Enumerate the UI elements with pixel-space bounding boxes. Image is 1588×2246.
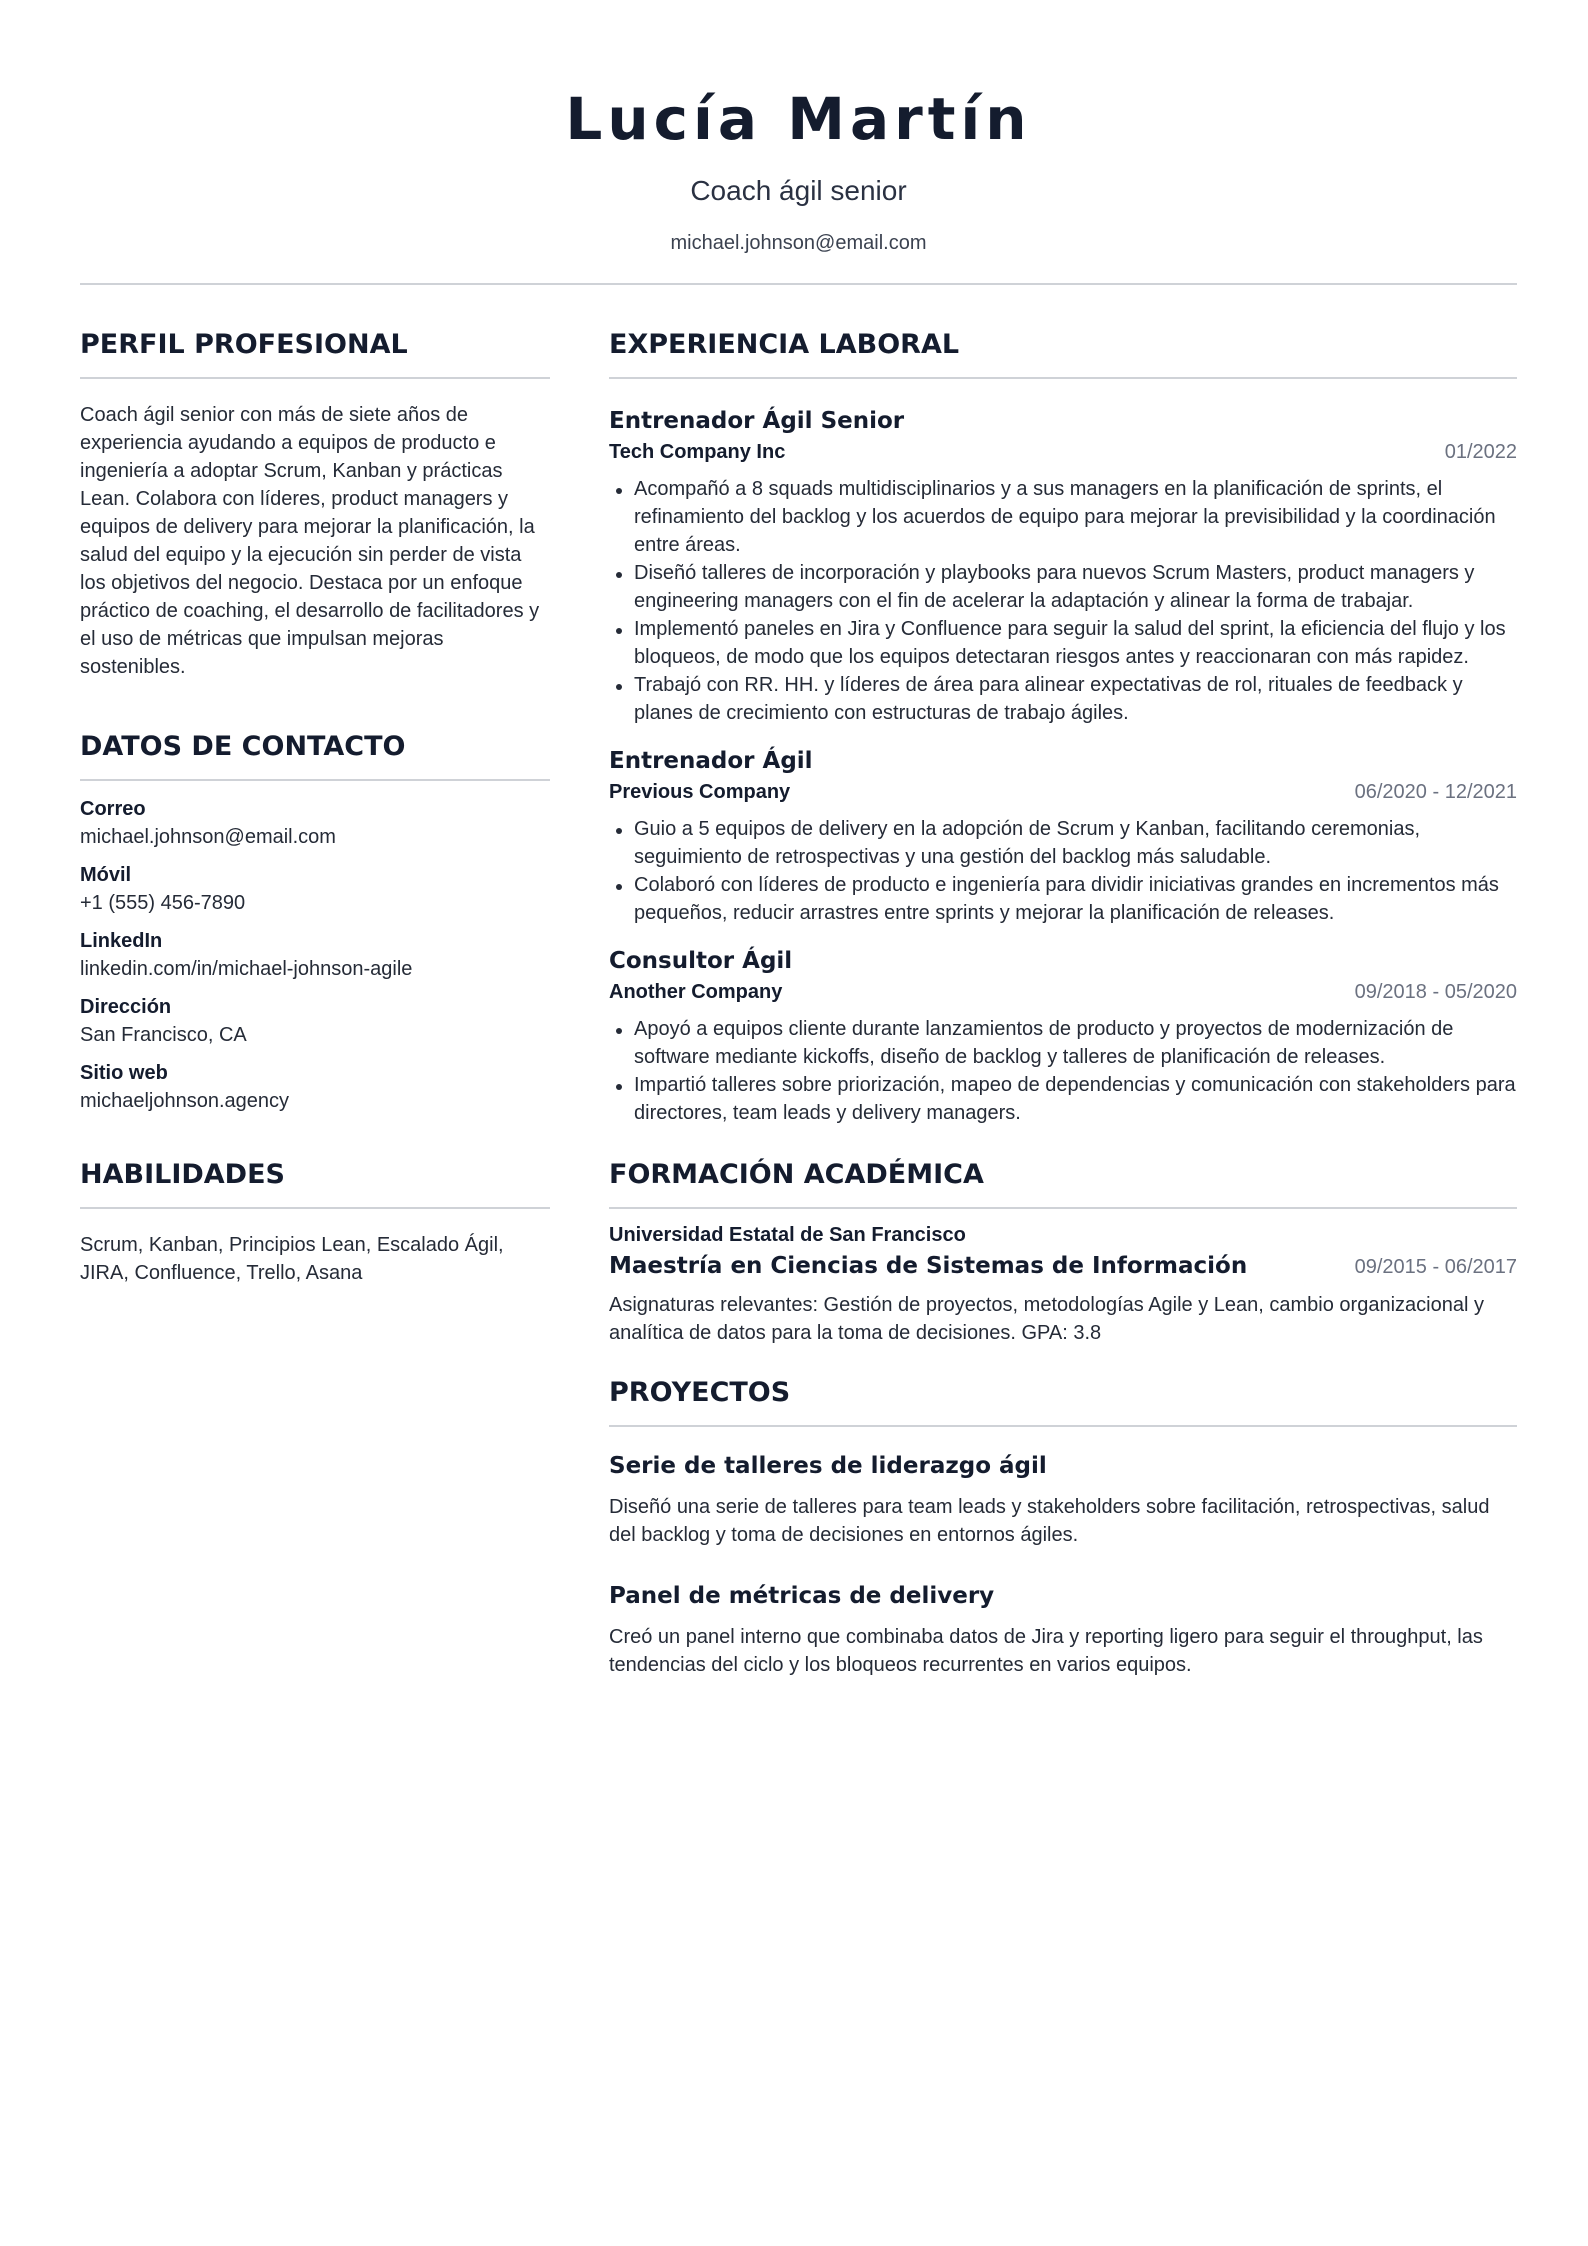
profile-text: Coach ágil senior con más de siete años de experiencia ayudando a equipos de producto e ingeniería a adoptar Scrum, Kanban y prácticas Lean. Colabora con líderes, product managers y equipos de delivery para mejorar la planificación, la salud del equipo y la ejecución sin perder de vista los objetivos del negocio. Destaca por un enfoque práctico de coaching, el desarrollo de facilitadores y el uso de métricas que impulsan mejoras sostenibles. (80, 404, 540, 678)
job-bullet: Trabajó con RR. HH. y líderes de área para alinear expectativas de rol, rituales de feedback y planes de crecimiento con estructuras de trabajo ágiles. (609, 671, 1517, 727)
right-column (609, 325, 1517, 1679)
contact-label: Móvil (80, 864, 132, 886)
projects-heading: PROYECTOS (609, 1373, 1517, 1427)
contact-linkedin-value: linkedin.com/in/michael-johnson-agile (80, 958, 413, 980)
contact-item-website (80, 1059, 550, 1115)
job-dates: 09/2018 - 05/2020 (1354, 981, 1517, 1003)
left-column (80, 325, 550, 1287)
job-bullets (609, 1015, 1517, 1127)
job-dates: 01/2022 (1444, 441, 1517, 463)
job-bullet: Implementó paneles en Jira y Confluence para seguir la salud del sprint, la eficiencia del flujo y los bloqueos, de modo que los equipos detectaran riesgos antes y reaccionaran con más rapidez. (609, 615, 1517, 671)
job-meta (609, 437, 1517, 467)
contact-item-phone (80, 861, 550, 917)
skills-text: Scrum, Kanban, Principios Lean, Escalado Ágil, JIRA, Confluence, Trello, Asana (80, 1234, 504, 1284)
candidate-name: Lucía Martín (565, 85, 1032, 153)
contact-heading: DATOS DE CONTACTO (80, 727, 550, 781)
project-title: Serie de talleres de liderazgo ágil (609, 1453, 1047, 1479)
education-dates: 09/2015 - 06/2017 (1354, 1256, 1517, 1278)
job-bullet: Guio a 5 equipos de delivery en la adopción de Scrum y Kanban, facilitando ceremonias, seguimiento de retrospectivas y una gestión del backlog más saludable. (609, 815, 1517, 871)
contact-item-address (80, 993, 550, 1049)
education-description: Asignaturas relevantes: Gestión de proyectos, metodologías Agile y Lean, cambio organizacional y analítica de datos para la toma de decisiones. GPA: 3.8 (609, 1294, 1484, 1344)
job-entry (609, 945, 1517, 1127)
education-heading: FORMACIÓN ACADÉMICA (609, 1155, 1517, 1209)
job-company: Another Company (609, 981, 783, 1003)
contact-item-linkedin (80, 927, 550, 983)
job-meta (609, 977, 1517, 1007)
contact-email-value: michael.johnson@email.com (80, 826, 336, 848)
header-email: michael.johnson@email.com (670, 232, 927, 254)
contact-item-email (80, 795, 550, 851)
job-bullet: Apoyó a equipos cliente durante lanzamientos de producto y proyectos de modernización de software mediante kickoffs, diseño de backlog y talleres de planificación de releases. (609, 1015, 1517, 1071)
contact-section (80, 727, 550, 1115)
job-entry (609, 745, 1517, 927)
contact-phone-value: +1 (555) 456-7890 (80, 892, 246, 914)
education-section (609, 1155, 1517, 1347)
job-meta (609, 777, 1517, 807)
contact-label: Sitio web (80, 1062, 168, 1084)
job-title: Consultor Ágil (609, 948, 793, 974)
education-degree: Maestría en Ciencias de Sistemas de Información (609, 1253, 1248, 1279)
profile-section (80, 325, 550, 681)
projects-section (609, 1373, 1517, 1679)
job-entry (609, 405, 1517, 727)
job-company: Previous Company (609, 781, 791, 803)
job-dates: 06/2020 - 12/2021 (1354, 781, 1517, 803)
skills-heading: HABILIDADES (80, 1155, 550, 1209)
job-company: Tech Company Inc (609, 441, 786, 463)
experience-heading: EXPERIENCIA LABORAL (609, 325, 1517, 379)
project-description: Diseñó una serie de talleres para team leads y stakeholders sobre facilitación, retrospectivas, salud del backlog y toma de decisiones en entornos ágiles. (609, 1496, 1490, 1546)
skills-section (80, 1155, 550, 1287)
job-bullet: Colaboró con líderes de producto e ingeniería para dividir iniciativas grandes en incrementos más pequeños, reducir arrastres entre sprints y mejorar la planificación de releases. (609, 871, 1517, 927)
contact-label: Dirección (80, 996, 172, 1018)
experience-section (609, 325, 1517, 1127)
job-bullets (609, 475, 1517, 727)
contact-website-value: michaeljohnson.agency (80, 1090, 290, 1112)
project-title: Panel de métricas de delivery (609, 1583, 995, 1609)
contact-list (80, 795, 550, 1115)
contact-address-value: San Francisco, CA (80, 1024, 247, 1046)
job-bullet: Acompañó a 8 squads multidisciplinarios y a sus managers en la planificación de sprints, el refinamiento del backlog y los acuerdos de equipo para mejorar la previsibilidad y la coordinación entre áreas. (609, 475, 1517, 559)
job-title: Entrenador Ágil Senior (609, 408, 905, 434)
job-bullet: Impartió talleres sobre priorización, mapeo de dependencias y comunicación con stakeholders para directores, team leads y delivery managers. (609, 1071, 1517, 1127)
contact-label: LinkedIn (80, 930, 163, 952)
candidate-title: Coach ágil senior (690, 175, 907, 206)
contact-label: Correo (80, 798, 146, 820)
profile-heading: PERFIL PROFESIONAL (80, 325, 550, 379)
header-divider (80, 283, 1517, 285)
resume-header (80, 82, 1517, 256)
job-bullet: Diseñó talleres de incorporación y playbooks para nuevos Scrum Masters, product managers y engineering managers con el fin de acelerar la adaptación y alinear la forma de trabajar. (609, 559, 1517, 615)
project-description: Creó un panel interno que combinaba datos de Jira y reporting ligero para seguir el throughput, las tendencias del ciclo y los bloqueos recurrentes en varios equipos. (609, 1626, 1483, 1676)
job-bullets (609, 815, 1517, 927)
education-meta (609, 1249, 1517, 1283)
project-entry (609, 1579, 1517, 1679)
education-school: Universidad Estatal de San Francisco (609, 1224, 966, 1246)
job-title: Entrenador Ágil (609, 748, 813, 774)
project-entry (609, 1449, 1517, 1549)
